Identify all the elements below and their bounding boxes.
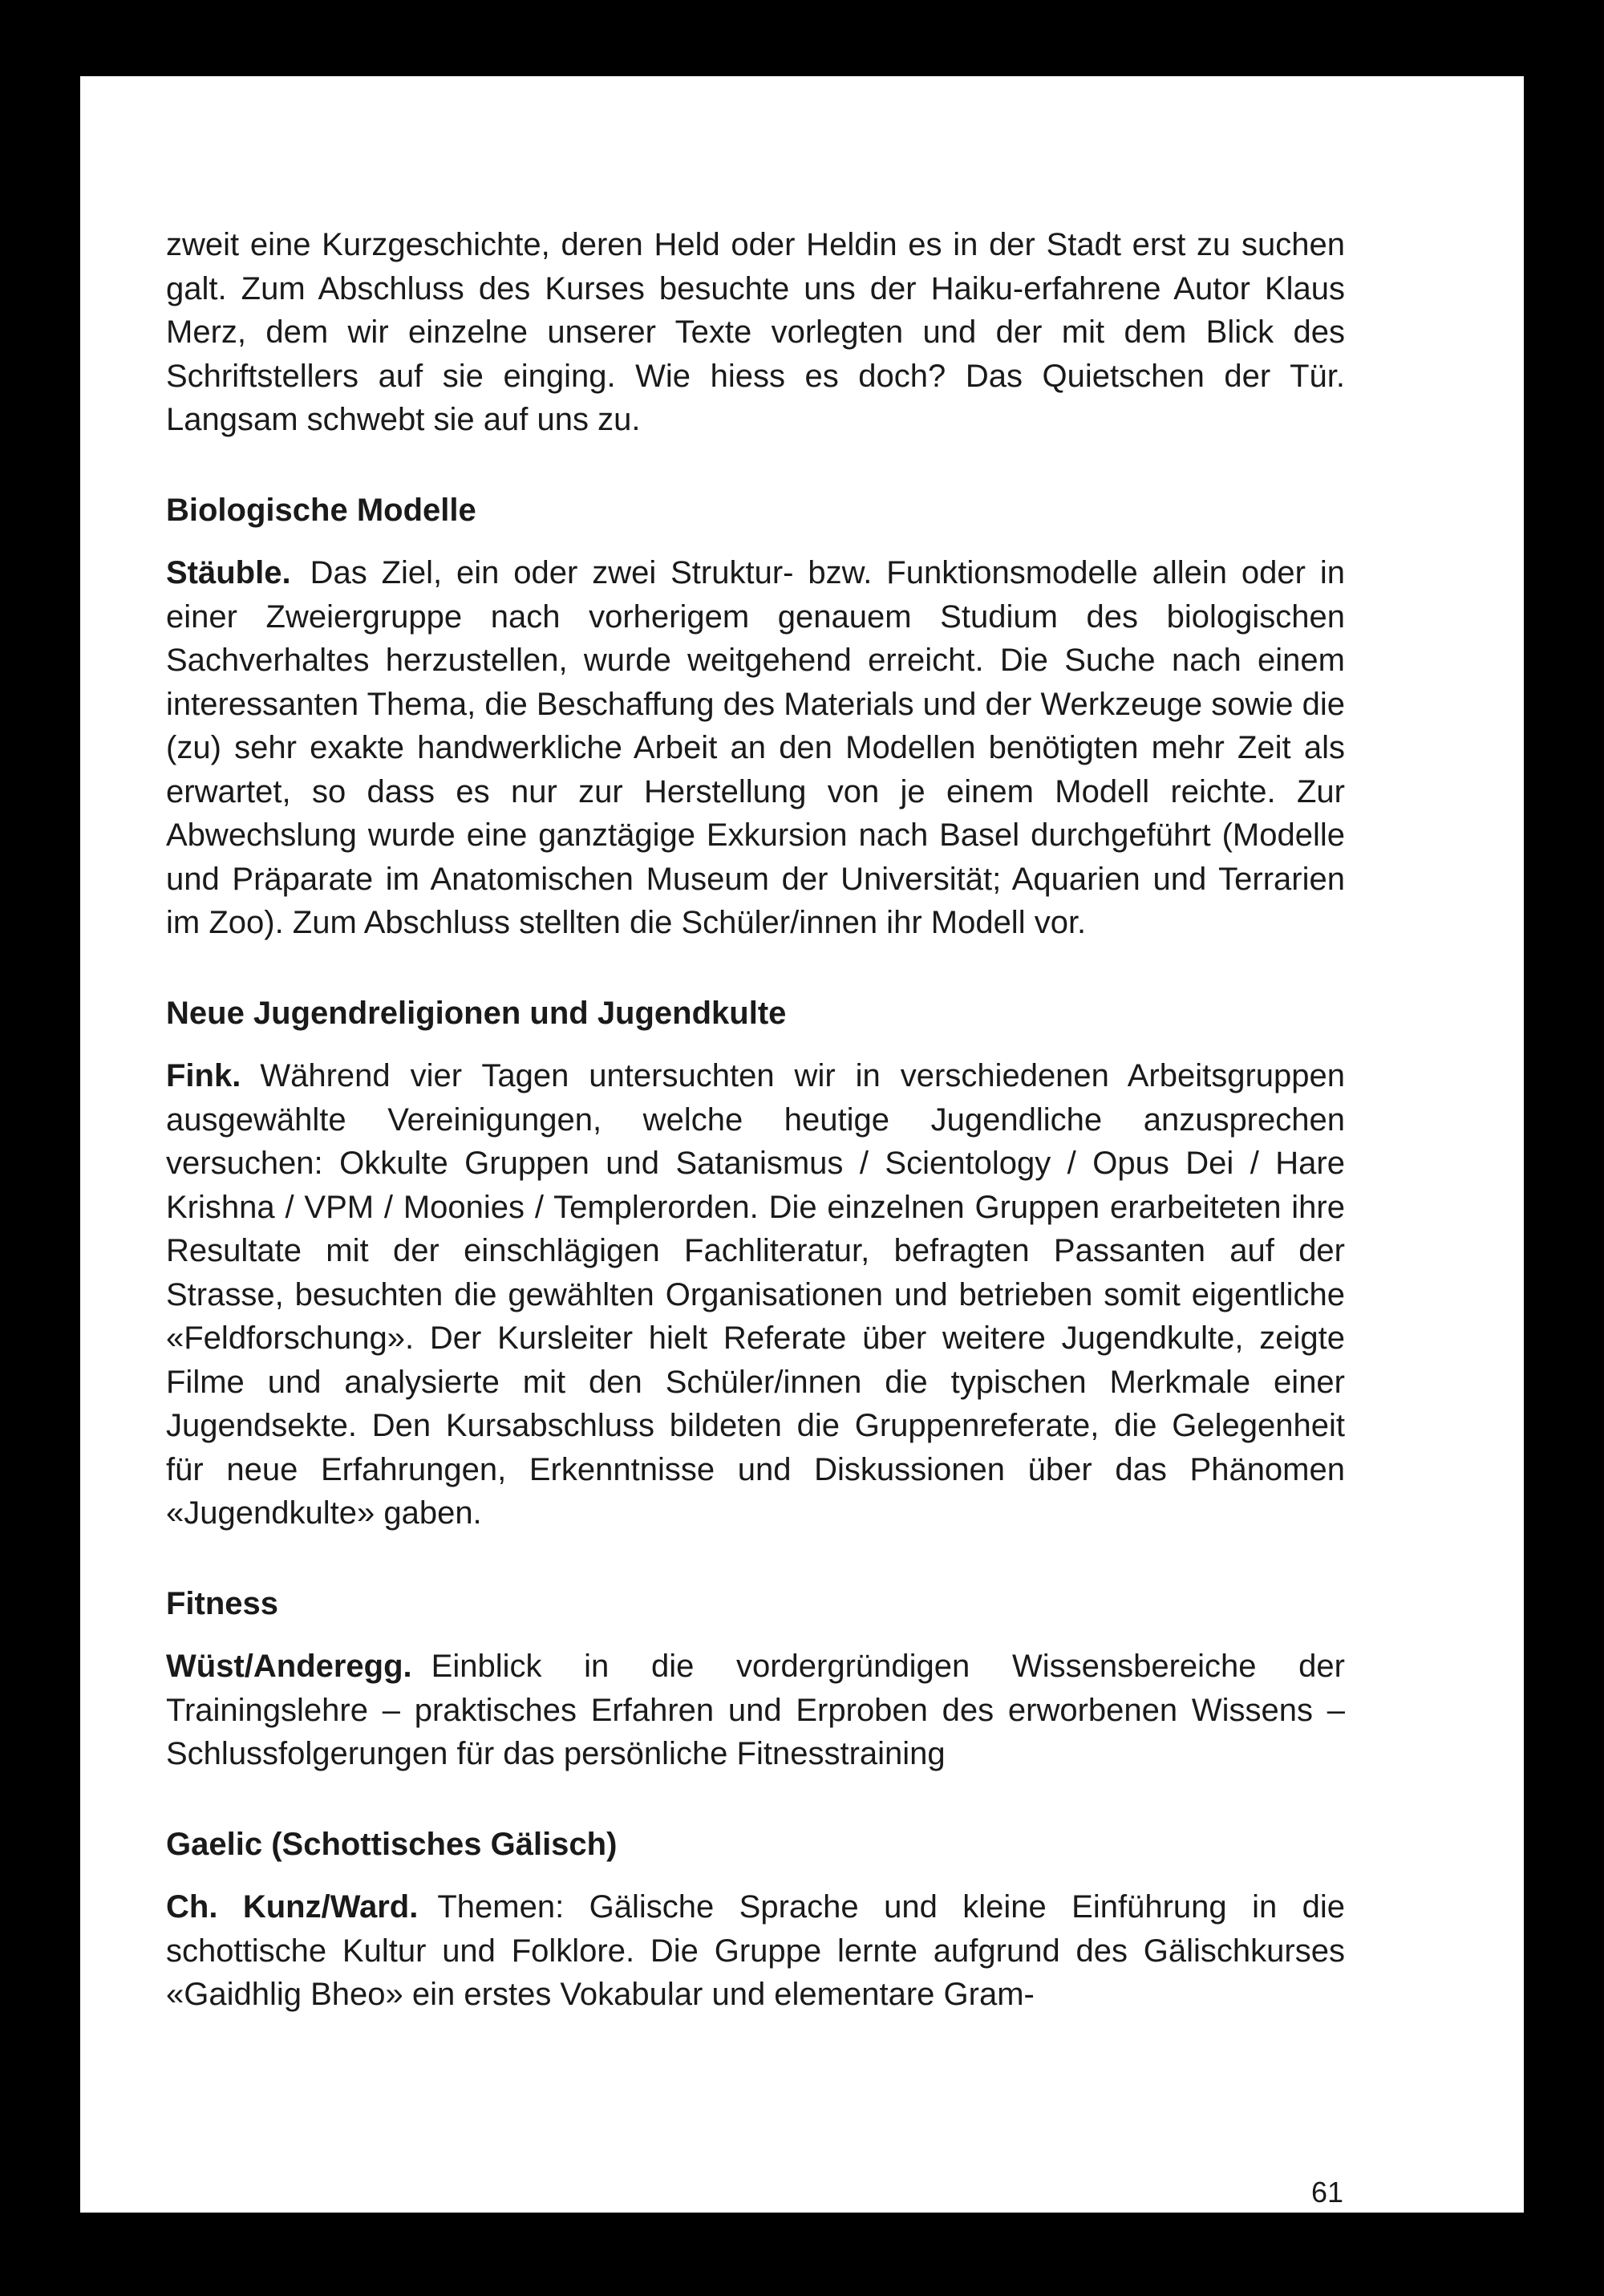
section-author: Ch. Kunz/Ward.: [166, 1889, 419, 1925]
section-text: Während vier Tagen untersuchten wir in verschiedenen Arbeitsgruppen ausgewählte Vereinigungen, welche heutige Jugendliche anzusprechen versuchen: Okkulte Gruppen und Satanismus / Scientology / Opus Dei / Hare Krishna / VPM / Moonies / Templerorden. Die einzelnen Gruppen erarbeiteten ihre Resultate mit der einschlägigen Fachliteratur, befragten Passanten auf der Strasse, besuchten die gewählten Organisationen und betrieben somit eigentliche «Feldforschung». Der Kursleiter hielt Referate über weitere Jugendkulte, zeigte Filme und analysierte mit den Schüler/innen die typischen Merkmale einer Jugendsekte. Den Kursabschluss bildeten die Gruppenreferate, die Gelegenheit für neue Erfahrungen, Erkenntnisse und Diskussionen über das Phänomen «Jugendkulte» gaben.: [166, 1058, 1345, 1531]
section-jugendreligionen: [166, 992, 1345, 1535]
section-paragraph: [166, 1054, 1345, 1535]
section-gaelic: [166, 1823, 1345, 2017]
section-paragraph: [166, 551, 1345, 945]
section-biologische-modelle: [166, 489, 1345, 945]
section-author: Stäuble.: [166, 555, 291, 590]
section-text: Themen: Gälische Sprache und kleine Einführung in die schottische Kultur und Folklore. Die Gruppe lernte aufgrund des Gälischkurses «Gaidhlig Bheo» ein erstes Vokabular und elementare Gram-: [166, 1889, 1345, 2012]
section-paragraph: [166, 1885, 1345, 2017]
section-heading: Fitness: [166, 1585, 279, 1621]
section-heading: Neue Jugendreligionen und Jugendkulte: [166, 995, 787, 1031]
section-paragraph: [166, 1645, 1345, 1776]
section-text: Einblick in die vordergründigen Wissensbereiche der Trainingslehre – praktisches Erfahren und Erproben des erworbenen Wissens – Schlussfolgerungen für das persönliche Fitnesstraining: [166, 1649, 1345, 1771]
section-author: Fink.: [166, 1058, 241, 1093]
section-fitness: [166, 1582, 1345, 1776]
document-page: [80, 76, 1524, 2213]
section-author: Wüst/Anderegg.: [166, 1649, 412, 1684]
section-heading: Biologische Modelle: [166, 492, 476, 528]
section-heading: Gaelic (Schottisches Gälisch): [166, 1826, 618, 1862]
page-number: 61: [1310, 2176, 1343, 2209]
section-text: Das Ziel, ein oder zwei Struktur- bzw. Funktionsmodelle allein oder in einer Zweiergruppe nach vorherigem genauem Studium des biologischen Sachverhaltes herzustellen, wurde weitgehend erreicht. Die Suche nach einem interessanten Thema, die Beschaffung des Materials und der Werkzeuge sowie die (zu) sehr exakte handwerkliche Arbeit an den Modellen benötigten mehr Zeit als erwartet, so dass es nur zur Herstellung von je einem Modell reichte. Zur Abwechslung wurde eine ganztägige Exkursion nach Basel durchgeführt (Modelle und Präparate im Anatomischen Museum der Universität; Aquarien und Terrarien im Zoo). Zum Abschluss stellten die Schüler/innen ihr Modell vor.: [166, 555, 1345, 940]
page-content: [166, 223, 1345, 2017]
intro-paragraph: zweit eine Kurzgeschichte, deren Held oder Heldin es in der Stadt erst zu suchen galt. Zum Abschluss des Kurses besuchte uns der Haiku-erfahrene Autor Klaus Merz, dem wir einzelne unserer Texte vorlegten und der mit dem Blick des Schriftstellers auf sie einging. Wie hiess es doch? Das Quietschen der Tür. Langsam schwebt sie auf uns zu.: [166, 227, 1345, 437]
